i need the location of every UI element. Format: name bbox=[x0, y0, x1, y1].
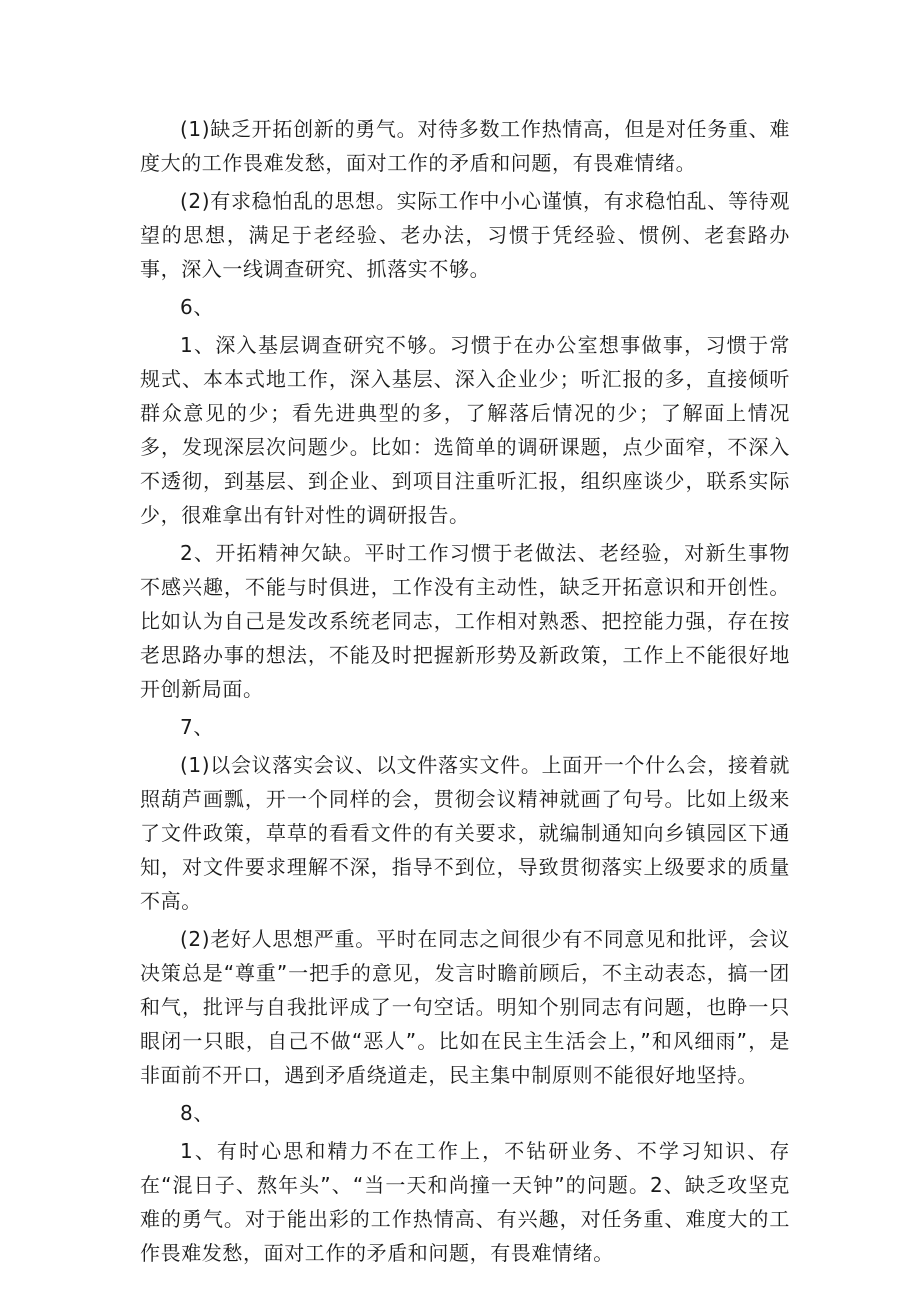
paragraph-6: (2)老好人思想严重。平时在同志之间很少有不同意见和批评，会议决策总是“尊重”一把手的意见，发言时瞻前顾后，不主动表态，搞一团和气，批评与自我批评成了一句空话。明知个别同志有问题，也睁一只眼闭一只眼，自己不做“恶人”。比如在民主生活会上，”和风细雨”，是非面前不开口，遇到矛盾绕道走，民主集中制原则不能很好地坚持。 bbox=[140, 927, 790, 1087]
paragraph-1: (1)缺乏开拓创新的勇气。对待多数工作热情高，但是对任务重、难度大的工作畏难发愁，面对工作的矛盾和问题，有畏难情绪。 bbox=[140, 117, 790, 175]
paragraph-2: (2)有求稳怕乱的思想。实际工作中小心谨慎，有求稳怕乱、等待观望的思想，满足于老经验、老办法，习惯于凭经验、惯例、老套路办事，深入一线调查研究、抓落实不够。 bbox=[140, 189, 790, 281]
paragraph-3: 1、深入基层调查研究不够。习惯于在办公室想事做事，习惯于常规式、本本式地工作，深入基层、深入企业少；听汇报的多，直接倾听群众意见的少；看先进典型的多，了解落后情况的少；了解面上情况多，发现深层次问题少。比如：选简单的调研课题，点少面窄，不深入不透彻，到基层、到企业、到项目注重听汇报，组织座谈少，联系实际少，很难拿出有针对性的调研报告。 bbox=[140, 333, 790, 527]
section-heading-6: 6、 bbox=[180, 295, 214, 319]
paragraph-7: 1、有时心思和精力不在工作上，不钻研业务、不学习知识、存在“混日子、熬年头”、“当一天和尚撞一天钟”的问题。2、缺乏攻坚克难的勇气。对于能出彩的工作热情高、有兴趣，对任务重、难度大的工作畏难发愁，面对工作的矛盾和问题，有畏难情绪。 bbox=[140, 1139, 790, 1265]
section-heading-7: 7、 bbox=[180, 715, 214, 739]
document-body bbox=[140, 112, 790, 1274]
section-heading-8: 8、 bbox=[180, 1101, 214, 1125]
paragraph-5: (1)以会议落实会议、以文件落实文件。上面开一个什么会，接着就照葫芦画瓢，开一个同样的会，贯彻会议精神就画了句号。比如上级来了文件政策，草草的看看文件的有关要求，就编制通知向乡镇园区下通知，对文件要求理解不深，指导不到位，导致贯彻落实上级要求的质量不高。 bbox=[140, 753, 790, 913]
paragraph-4: 2、开拓精神欠缺。平时工作习惯于老做法、老经验，对新生事物不感兴趣，不能与时俱进，工作没有主动性，缺乏开拓意识和开创性。比如认为自己是发改系统老同志，工作相对熟悉、把控能力强，存在按老思路办事的想法，不能及时把握新形势及新政策，工作上不能很好地开创新局面。 bbox=[140, 541, 790, 701]
